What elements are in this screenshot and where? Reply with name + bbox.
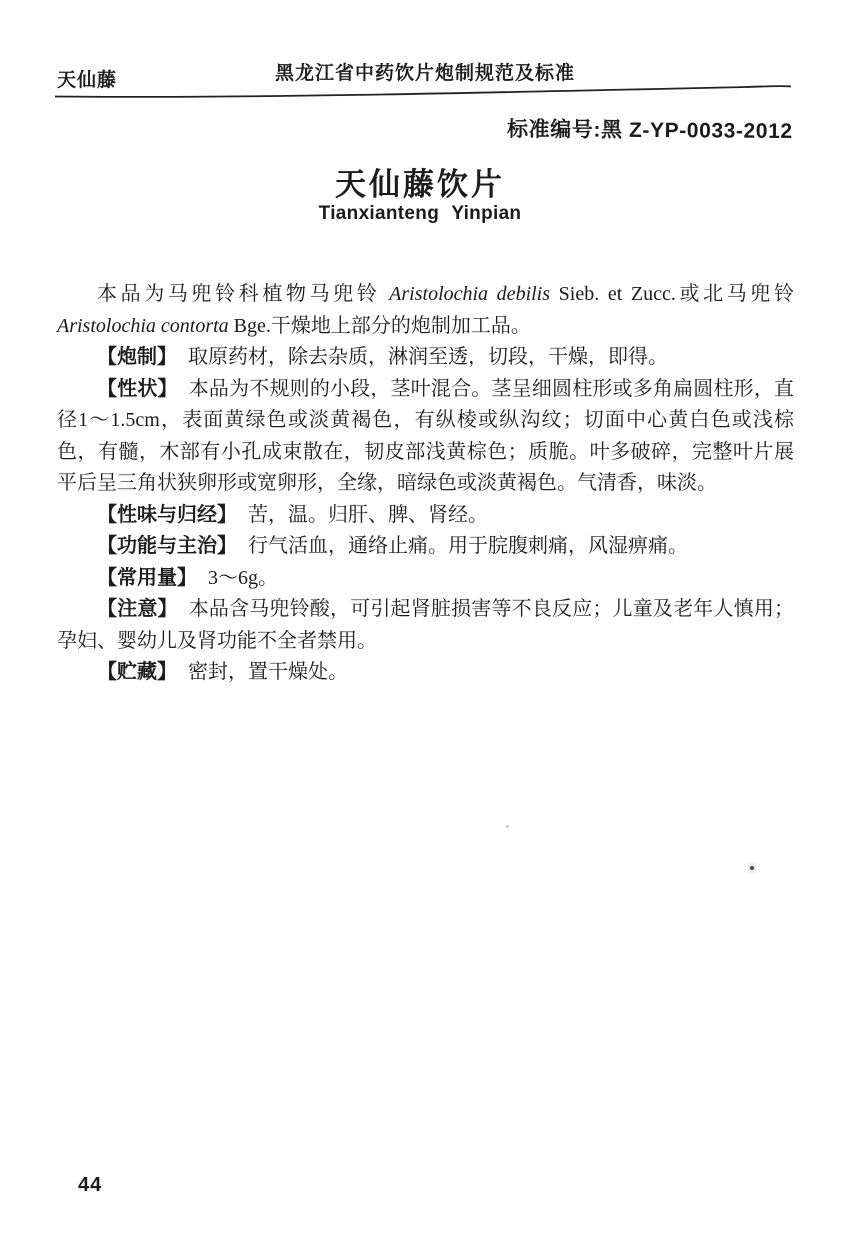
header-rule-line: [55, 82, 792, 100]
intro-latin-name: Aristolochia debilis: [389, 283, 551, 305]
section-zhuyi: [57, 594, 794, 657]
header-book-title: 黑龙江省中药饮片炮制规范及标准: [274, 63, 575, 84]
intro-segment: Bge.干燥地上部分的炮制加工品。: [228, 314, 531, 337]
scan-speck: [506, 825, 509, 828]
section-label: 【炮制】: [97, 346, 177, 368]
section-label: 【功能与主治】: [97, 535, 237, 557]
page-number: 44: [78, 1174, 103, 1196]
section-text: 3～6g。: [208, 566, 278, 589]
section-label: 【注意】: [97, 598, 178, 620]
scan-speck: [750, 866, 754, 870]
section-paozhi: [57, 342, 794, 374]
section-xingwei-guijing: [57, 500, 794, 532]
section-text: 取原药材，除去杂质，淋润至透，切段，干燥，即得。: [188, 346, 668, 368]
standard-number: 标准编号:黑 Z-YP-0033-2012: [507, 118, 794, 143]
section-text: 密封，置干燥处。: [188, 661, 348, 683]
section-zhucang: [57, 657, 794, 689]
header-drug-name: 天仙藤: [57, 70, 118, 91]
intro-paragraph: [57, 279, 794, 342]
intro-latin-name: Aristolochia contorta: [57, 314, 229, 337]
section-label: 【性味与归经】: [97, 503, 237, 526]
page-title-pinyin: Tianxianteng Yinpian: [318, 203, 522, 224]
body-text: [57, 279, 794, 689]
intro-segment: 本品为马兜铃科植物马兜铃: [97, 283, 390, 305]
section-text: 本品含马兜铃酸，可引起肾脏损害等不良反应；儿童及老年人慎用；孕妇、婴幼儿及肾功能不全者禁用。: [57, 598, 795, 652]
section-text: 行气活血，通络止痛。用于脘腹刺痛，风湿痹痛。: [248, 535, 688, 557]
section-text: 本品为不规则的小段，茎叶混合。茎呈细圆柱形或多角扁圆柱形，直径1～1.5cm，表面黄绿色或淡黄褐色，有纵棱或纵沟纹；切面中心黄白色或浅棕色，有髓，木部有小孔成束散在，韧皮部浅黄棕色；质脆。叶多破碎，完整叶片展平后呈三角状狭卵形或宽卵形，全缘，暗绿色或淡黄褐色。气清香，味淡。: [57, 377, 795, 494]
intro-segment: Sieb. et Zucc.或北马兜铃: [550, 283, 795, 305]
section-xingzhuang: [57, 374, 794, 500]
page-title: 天仙藤饮片: [335, 167, 505, 202]
section-label: 【贮藏】: [97, 661, 177, 683]
section-label: 【性状】: [97, 377, 178, 400]
section-text: 苦，温。归肝、脾、肾经。: [248, 503, 488, 526]
section-gongneng-zhuzhi: [57, 531, 794, 563]
section-changyongliang: [57, 563, 794, 595]
section-label: 【常用量】: [97, 566, 197, 589]
